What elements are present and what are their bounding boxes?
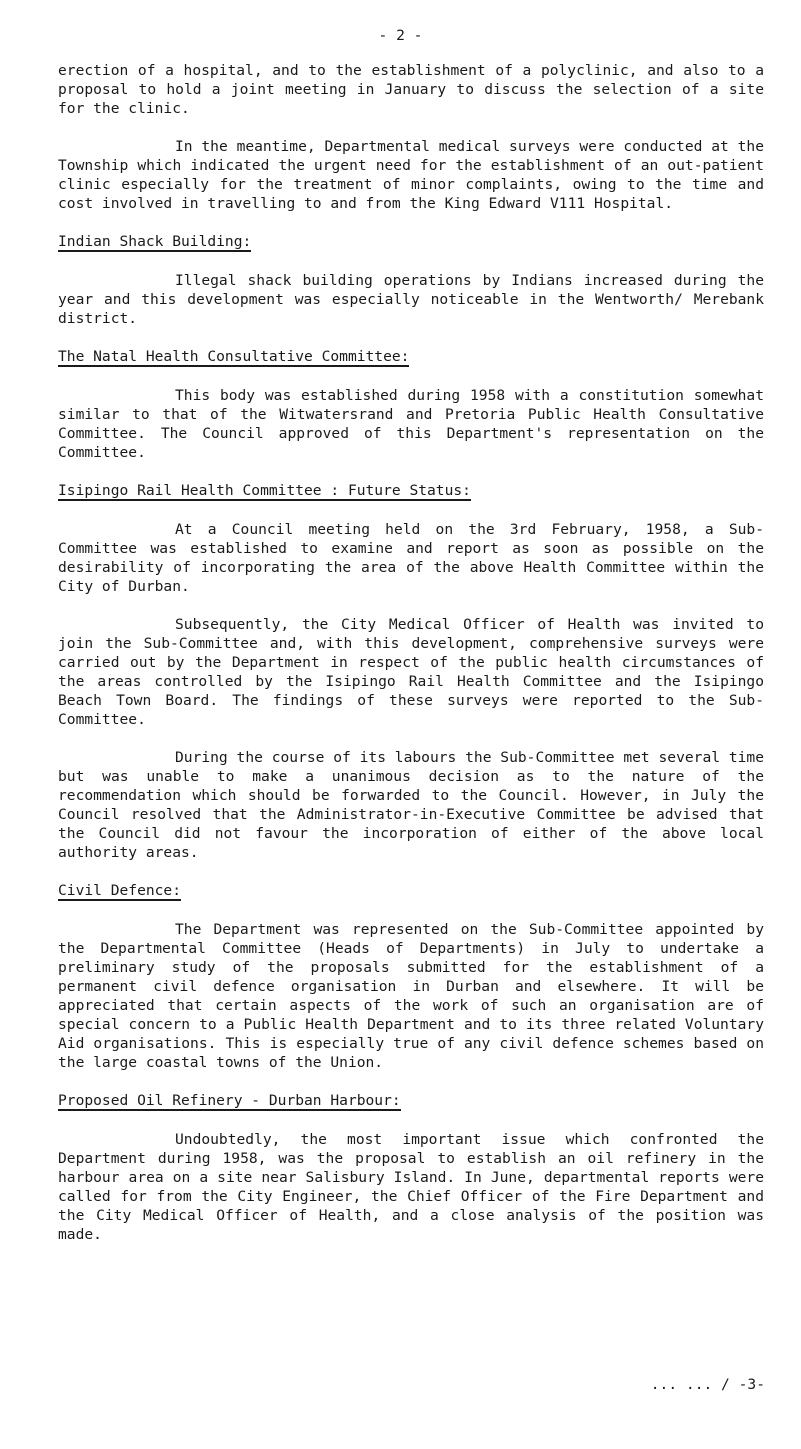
- paragraph: At a Council meeting held on the 3rd February, 1958, a Sub-Committee was established to examine and report as soon as possible on the desirability of incorporating the area of the above Health Committee within the City of Durban.: [58, 521, 764, 595]
- section-heading: Civil Defence:: [58, 882, 182, 899]
- paragraph: Undoubtedly, the most important issue which confronted the Department during 1958, was the proposal to establish an oil refinery in the harbour area on a site near Salisbury Island. In June, departmental reports were called for from the City Engineer, the Chief Officer of the Fire Department and the City Medical Officer of Health, and a close analysis of the position was made.: [58, 1131, 764, 1243]
- paragraph: The Department was represented on the Sub-Committee appointed by the Departmental Committee (Heads of Departments) in July to undertake a preliminary study of the proposals submitted for the establishment of a permanent civil defence organisation in Durban and elsewhere. It will be appreciated that certain aspects of the work of such an organisation are of special concern to a Public Health Department and to its three related Voluntary Aid organisations. This is especially true of any civil defence schemes based on the large coastal towns of the Union.: [58, 921, 764, 1071]
- section-civil-defence: [58, 881, 764, 1072]
- paragraph: This body was established during 1958 with a constitution somewhat similar to that of the Witwatersrand and Pretoria Public Health Consultative Committee. The Council approved of this Department's representation on the Committee.: [58, 387, 764, 461]
- section-natal-health-committee: [58, 347, 764, 462]
- section-indian-shack-building: [58, 232, 764, 328]
- paragraph: During the course of its labours the Sub-Committee met several time but was unable to make a unanimous decision as to the nature of the recommendation which should be forwarded to the Council. However, in July the Council resolved that the Administrator-in-Executive Committee be advised that the Council did not favour the incorporation of either of the above local authority areas.: [58, 749, 764, 861]
- document-body: [58, 61, 764, 1263]
- paragraph: Subsequently, the City Medical Officer of Health was invited to join the Sub-Committee and, with this development, comprehensive surveys were carried out by the Department in respect of the public health circumstances of the areas controlled by the Isipingo Rail Health Committee and the Isipingo Beach Town Board. The findings of these surveys were reported to the Sub-Committee.: [58, 616, 764, 728]
- paragraph: In the meantime, Departmental medical surveys were conducted at the Township which indicated the urgent need for the establishment of an out-patient clinic especially for the treatment of minor complaints, owing to the time and cost involved in travelling to and from the King Edward V111 Hospital.: [58, 138, 764, 212]
- paragraph: Illegal shack building operations by Indians increased during the year and this development was especially noticeable in the Wentworth/ Merebank district.: [58, 272, 764, 327]
- section-isipingo-rail: [58, 481, 764, 862]
- page-number: - 2 -: [378, 27, 423, 44]
- section-oil-refinery: [58, 1091, 764, 1244]
- section-heading: Indian Shack Building:: [58, 233, 252, 250]
- continuation-marker: ... ... / -3-: [650, 1376, 765, 1393]
- section-intro: [58, 61, 764, 213]
- section-heading: Isipingo Rail Health Committee : Future Status:: [58, 482, 471, 499]
- section-heading: Proposed Oil Refinery - Durban Harbour:: [58, 1092, 401, 1109]
- section-heading: The Natal Health Consultative Committee:: [58, 348, 410, 365]
- paragraph: erection of a hospital, and to the establishment of a polyclinic, and also to a proposal to hold a joint meeting in January to discuss the selection of a site for the clinic.: [58, 62, 764, 117]
